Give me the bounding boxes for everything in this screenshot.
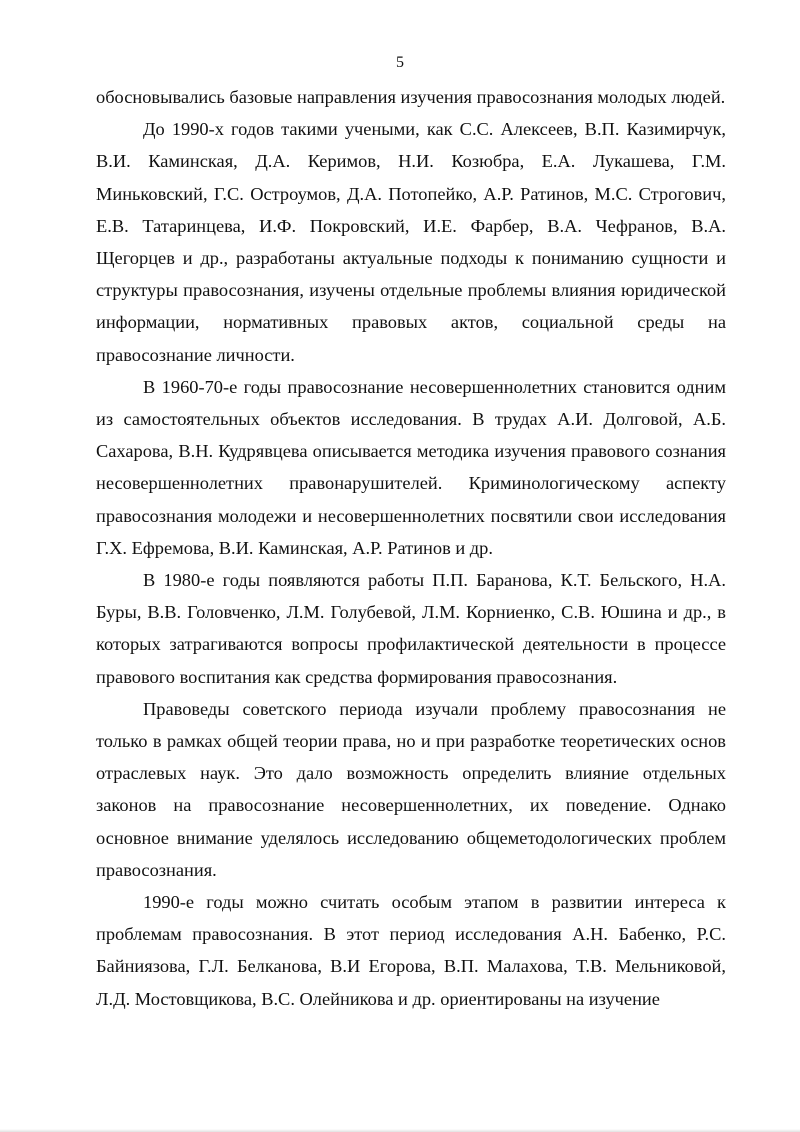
paragraph-6: 1990-е годы можно считать особым этапом в развитии интереса к проблемам правосознания. В этот период исследования А.Н. Бабенко, Р.С. Байниязова, Г.Л. Белканова, В.И Егорова, В.П. Малахова, Т.В. Мельниковой, Л.Д. Мостовщикова, В.С. Олейникова и др. ориентированы на изучение [96,892,726,1009]
paragraph-3: В 1960-70-е годы правосознание несовершеннолетних становится одним из самостоятельных объектов исследования. В трудах А.И. Долговой, А.Б. Сахарова, В.Н. Кудрявцева описывается методика изучения правового сознания несовершеннолетних правонарушителей. Криминологическому аспекту правосознания молодежи и несовершеннолетних посвятили свои исследования Г.Х. Ефремова, В.И. Каминская, А.Р. Ратинов и др. [96,376,726,558]
paragraph-2: До 1990-х годов такими учеными, как С.С. Алексеев, В.П. Казимирчук, В.И. Каминская, Д.А. Керимов, Н.И. Козюбра, Е.А. Лукашева, Г.М. Миньковский, Г.С. Остроумов, Д.А. Потопейко, А.Р. Ратинов, М.С. Строгович, Е.В. Татаринцева, И.Ф. Покровский, И.Е. Фарбер, В.А. Чефранов, В.А. Щегорцев и др., разработаны актуальные подходы к пониманию сущности и структуры правосознания, изучены отдельные проблемы влияния юридической информации, нормативных правовых актов, социальной среды на правосознание личности. [96,119,726,365]
paragraph-1: обосновывались базовые направления изучения правосознания молодых людей. [96,87,726,107]
body-text [96,81,726,1015]
paragraph-4: В 1980-е годы появляются работы П.П. Баранова, К.Т. Бельского, Н.А. Буры, В.В. Головченко, Л.М. Голубевой, Л.М. Корниенко, С.В. Юшина и др., в которых затрагиваются вопросы профилактической деятельности в процессе правового воспитания как средства формирования правосознания. [96,570,726,687]
paragraph-5: Правоведы советского периода изучали проблему правосознания не только в рамках общей теории права, но и при разработке теоретических основ отраслевых наук. Это дало возможность определить влияние отдельных законов на правосознание несовершеннолетних, их поведение. Однако основное внимание уделялось исследованию общеметодологических проблем правосознания. [96,698,726,880]
page-number: 5 [396,54,404,71]
